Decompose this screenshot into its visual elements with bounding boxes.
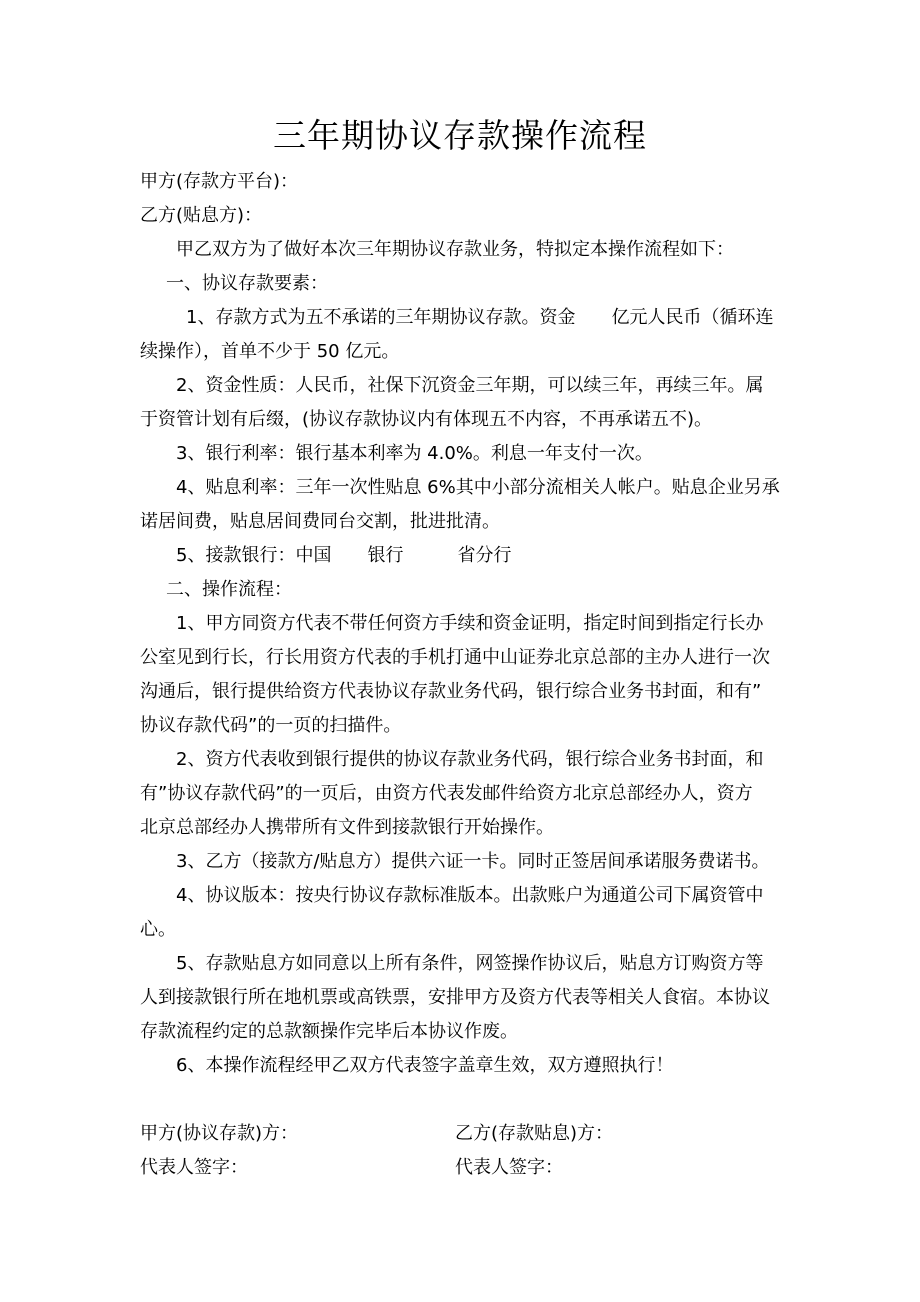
party-a-label: 甲方(存款方平台)： [140,171,299,192]
section-2-item-1-line-2: 公室见到行长，行长用资方代表的手机打通中山证券北京总部的主办人进行一次 [140,647,770,668]
signature-rep-b: 代表人签字： [455,1157,563,1178]
section-2-item-5-line-1: 5、存款贴息方如同意以上所有条件，网签操作协议后，贴息方订购资方等 [176,953,764,974]
section-2-item-3: 3、乙方（接款方/贴息方）提供六证一卡。同时正签居间承诺服务费诺书。 [176,851,770,872]
section-2-item-2-line-3: 北京总部经办人携带所有文件到接款银行开始操作。 [140,817,554,838]
intro-paragraph: 甲乙双方为了做好本次三年期协议存款业务，特拟定本操作流程如下： [176,239,734,260]
section-2-heading: 二、操作流程： [166,579,292,600]
section-2-item-4-line-2: 心。 [140,919,176,940]
section-1-item-4-line-1: 4、贴息利率：三年一次性贴息 6%其中小部分流相关人帐户。贴息企业另承 [176,477,780,498]
section-1-item-2-line-2: 于资管计划有后缀，(协议存款协议内有体现五不内容，不再承诺五不)。 [140,409,713,430]
section-1-item-5: 5、接款银行：中国 银行 省分行 [176,545,512,566]
section-1-item-1-line-2: 续操作），首单不少于 50 亿元。 [140,341,400,362]
party-b-label: 乙方(贴息方)： [140,205,263,226]
signature-party-b: 乙方(存款贴息)方： [455,1123,614,1144]
signature-rep-a: 代表人签字： [140,1157,248,1178]
section-1-item-3: 3、银行利率：银行基本利率为 4.0%。利息一年支付一次。 [176,443,653,464]
section-2-item-2-line-2: 有”协议存款代码”的一页后，由资方代表发邮件给资方北京总部经办人，资方 [140,783,753,804]
section-1-item-2-line-1: 2、资金性质：人民币，社保下沉资金三年期，可以续三年，再续三年。属 [176,375,764,396]
section-2-item-1-line-1: 1、甲方同资方代表不带任何资方手续和资金证明，指定时间到指定行长办 [176,613,764,634]
section-2-item-1-line-3: 沟通后，银行提供给资方代表协议存款业务代码，银行综合业务书封面，和有” [140,681,762,702]
section-2-item-2-line-1: 2、资方代表收到银行提供的协议存款业务代码，银行综合业务书封面，和 [176,749,764,770]
section-1-heading: 一、协议存款要素： [166,273,328,294]
section-1-item-4-line-2: 诺居间费，贴息居间费同台交割，批进批清。 [140,511,500,532]
document-title: 三年期协议存款操作流程 [273,116,647,155]
section-2-item-4-line-1: 4、协议版本：按央行协议存款标准版本。出款账户为通道公司下属资管中 [176,885,764,906]
section-2-item-1-line-4: 协议存款代码”的一页的扫描件。 [140,715,402,736]
section-2-item-6: 6、本操作流程经甲乙双方代表签字盖章生效，双方遵照执行！ [176,1055,674,1076]
signature-party-a: 甲方(协议存款)方： [140,1123,299,1144]
section-2-item-5-line-3: 存款流程约定的总款额操作完毕后本协议作废。 [140,1021,518,1042]
section-1-item-1-line-1: 1、存款方式为五不承诺的三年期协议存款。资金 亿元人民币（循环连 [186,307,774,328]
section-2-item-5-line-2: 人到接款银行所在地机票或高铁票，安排甲方及资方代表等相关人食宿。本协议 [140,987,770,1008]
